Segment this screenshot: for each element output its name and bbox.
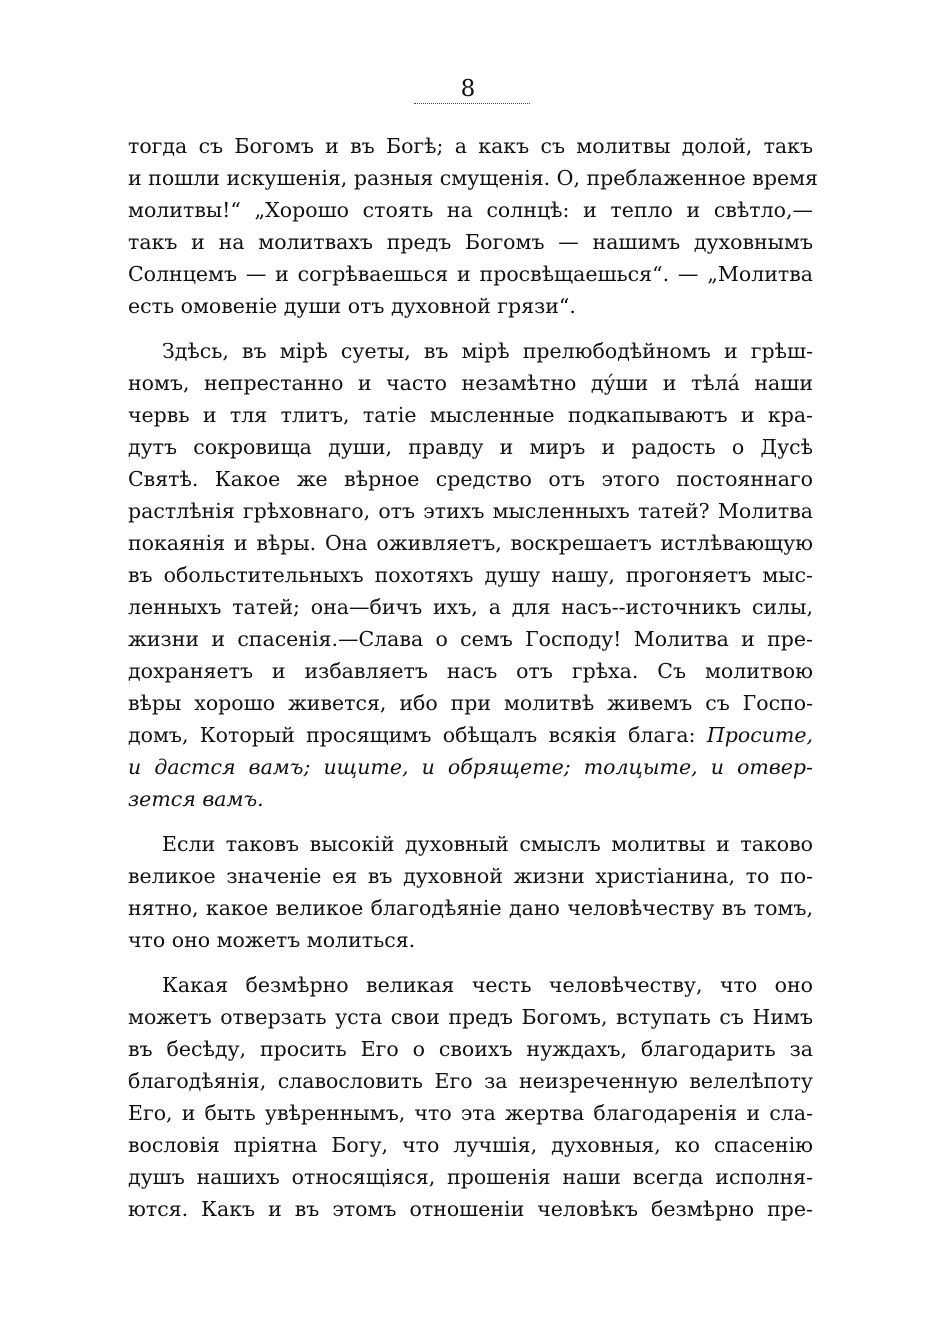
header-rule	[414, 103, 530, 104]
text-segment: номъ, непрестанно и часто незамѣтно ду́ши и тѣла́ наши	[128, 371, 813, 395]
body-text	[128, 130, 818, 1225]
paragraph-gap	[128, 815, 813, 828]
text-line	[128, 162, 818, 194]
text-line	[128, 1193, 813, 1225]
text-line	[128, 1161, 813, 1193]
paragraph	[128, 969, 813, 1225]
text-segment: такъ и на молитвахъ предъ Богомъ — нашимъ духовнымъ	[128, 230, 813, 254]
text-line	[128, 1129, 813, 1161]
text-segment: Солнцемъ — и согрѣваешься и просвѣщаешься“. — „Молитва	[128, 262, 813, 286]
paragraph-gap	[128, 322, 813, 335]
text-line	[128, 258, 813, 290]
italic-text: зется вамъ.	[128, 787, 264, 811]
text-line	[128, 226, 813, 258]
text-line	[128, 559, 813, 591]
text-line	[128, 1097, 813, 1129]
text-segment: великое значеніе ея въ духовной жизни христіанина, то по-	[128, 864, 813, 888]
text-segment: покаянія и вѣры. Она оживляетъ, воскрешаетъ истлѣвающую	[128, 531, 813, 555]
text-segment: Какая безмѣрно великая честь человѣчеству, что оно	[162, 973, 813, 997]
text-line	[128, 655, 813, 687]
text-line	[128, 783, 813, 815]
text-line	[128, 860, 813, 892]
text-line	[128, 527, 813, 559]
text-segment: дохраняетъ и избавляетъ насъ отъ грѣха. Съ молитвою	[128, 659, 813, 683]
text-segment: душъ нашихъ относящіяся, прошенія наши всегда исполня-	[128, 1165, 813, 1189]
text-segment: червь и тля тлитъ, татіе мысленные подкапываютъ и кра-	[128, 403, 813, 427]
text-line	[128, 751, 813, 783]
text-segment: и пошли искушенія, разныя смущенія. О, преблаженное время	[128, 166, 818, 190]
text-line	[128, 399, 813, 431]
italic-text: и дастся вамъ; ищите, и обрящете; толцыте, и отвер-	[128, 755, 813, 779]
page-number: 8	[460, 76, 476, 102]
text-segment: можетъ отверзать уста свои предъ Богомъ, вступать съ Нимъ	[128, 1005, 813, 1029]
text-line	[128, 719, 813, 751]
text-line	[128, 194, 813, 226]
text-segment: жизни и спасенія.—Слава о семъ Господу! Молитва и пре-	[128, 627, 813, 651]
text-line	[128, 623, 813, 655]
text-line	[128, 431, 813, 463]
italic-text: Просите,	[706, 723, 813, 747]
text-line	[128, 335, 813, 367]
text-segment: Здѣсь, въ мірѣ суеты, въ мірѣ прелюбодѣйномъ и грѣш-	[162, 339, 813, 363]
text-segment: молитвы!“ „Хорошо стоять на солнцѣ: и тепло и свѣтло,—	[128, 198, 813, 222]
paragraph	[128, 130, 818, 322]
text-segment: растлѣнія грѣховнаго, отъ этихъ мысленныхъ татей? Молитва	[128, 499, 813, 523]
text-line	[128, 1001, 813, 1033]
text-line	[128, 1065, 813, 1097]
text-line	[128, 495, 813, 527]
paragraph-gap	[128, 956, 813, 969]
text-segment: тогда съ Богомъ и въ Богѣ; а какъ съ молитвы долой, такъ	[128, 134, 813, 158]
text-segment: дутъ сокровища души, правду и миръ и радость о Дусѣ	[128, 435, 813, 459]
text-line	[128, 130, 813, 162]
text-segment: что оно можетъ молиться.	[128, 928, 416, 952]
text-segment: Если таковъ высокій духовный смыслъ молитвы и таково	[162, 832, 813, 856]
text-line	[128, 892, 813, 924]
paragraph	[128, 335, 813, 815]
text-segment: въ бесѣду, просить Его о своихъ нуждахъ, благодарить за	[128, 1037, 813, 1061]
text-line	[128, 687, 813, 719]
text-line	[128, 591, 813, 623]
text-line	[128, 463, 813, 495]
text-segment: Святѣ. Какое же вѣрное средство отъ этого постояннаго	[128, 467, 813, 491]
text-line	[128, 367, 813, 399]
text-line	[128, 828, 813, 860]
text-segment: Его, и быть увѣреннымъ, что эта жертва благодаренія и сла-	[128, 1101, 813, 1125]
text-line	[128, 1033, 813, 1065]
text-segment: вѣры хорошо живется, ибо при молитвѣ живемъ съ Госпо-	[128, 691, 813, 715]
paragraph	[128, 828, 813, 956]
text-segment: благодѣянія, славословить Его за неизреченную велелѣпоту	[128, 1069, 813, 1093]
text-segment: въ обольстительныхъ похотяхъ душу нашу, прогоняетъ мыс-	[128, 563, 813, 587]
text-segment: ются. Какъ и въ этомъ отношеніи человѣкъ безмѣрно пре-	[128, 1197, 813, 1221]
text-segment: нятно, какое великое благодѣяніе дано человѣчеству въ томъ,	[128, 896, 813, 920]
text-segment: домъ, Который просящимъ обѣщалъ всякія блага:	[128, 723, 707, 747]
text-segment: есть омовеніе души отъ духовной грязи“.	[128, 294, 576, 318]
text-line	[128, 290, 813, 322]
text-segment: вословія пріятна Богу, что лучшія, духовныя, ко спасенію	[128, 1133, 813, 1157]
text-segment: ленныхъ татей; она—бичъ ихъ, а для насъ--источникъ силы,	[128, 595, 813, 619]
text-line	[128, 969, 813, 1001]
text-line	[128, 924, 813, 956]
